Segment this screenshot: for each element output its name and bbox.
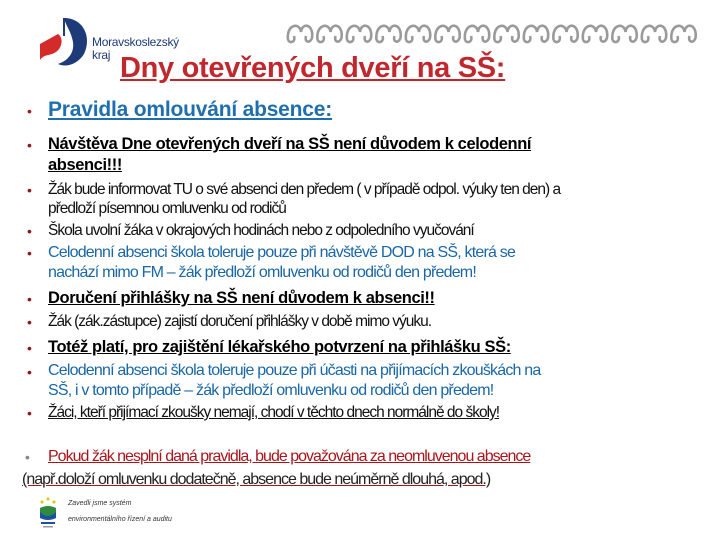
ornament-loop (524, 26, 548, 42)
ornament-loop (347, 26, 371, 42)
rule-item-7: Totéž platí, pro zajištění lékařského potvrzení na přihlášku SŠ: (48, 338, 511, 356)
bullet: • (27, 340, 32, 356)
ornament-loop (671, 26, 695, 42)
rule-item-4: Celodenní absenci škola toleruje pouze při návštěvě DOD na SŠ, která se nachází mimo FM – žák předloží omluvenku od rodičů den předem! (48, 244, 516, 281)
rule-item-3: Škola uvolní žáka v okrajových hodinách nebo z odpoledního vyučování (48, 222, 474, 239)
ornament-loop (642, 26, 666, 42)
rule-item-9: Žáci, kteří přijímací zkoušky nemají, chodí v těchto dnech normálně do školy! (48, 404, 500, 421)
bullet: • (27, 314, 32, 330)
bullet: • (27, 364, 32, 380)
bullet: • (27, 223, 32, 239)
warning-line2: (např.doloží omluvenku dodatečně, absence bude neúměrně dlouhá, apod.) (22, 471, 491, 488)
ornament-loop (406, 26, 430, 42)
decorative-ornament (284, 20, 698, 46)
rule-item-6: Žák (zák.zástupce) zajistí doručení přihlášky v době mimo výuku. (48, 313, 432, 330)
bullet: • (27, 405, 32, 421)
region-logo (36, 14, 96, 70)
emas-logo (38, 496, 58, 530)
ornament-loop (376, 26, 400, 42)
footer-text-1: Zavedli jsme systém (68, 500, 132, 507)
rule-item-5: Doručení přihlášky na SŠ není důvodem k absenci!! (48, 289, 435, 307)
logo-text-line1: Moravskoslezský (92, 35, 179, 49)
ornament-loop (612, 26, 636, 42)
ornament-loop (435, 26, 459, 42)
rule-item-2: Žák bude informovat TU o své absenci den předem ( v případě odpol. výuky ten den) a předloží písemnou omluvenku od rodičů (48, 181, 561, 217)
ornament-loop (494, 26, 518, 42)
rule-item-8: Celodenní absenci škola toleruje pouze při účasti na přijímacích zkouškách na SŠ, i v tomto případě – žák předloží omluvenku od rodičů den předem! (48, 362, 541, 399)
bullet: • (27, 182, 32, 198)
section-heading: Pravidla omlouvání absence: (48, 98, 333, 121)
bullet: • (25, 449, 30, 465)
bullet: • (27, 103, 32, 119)
bullet: • (27, 137, 32, 153)
footer-text-2: environmentálního řízení a auditu (68, 516, 172, 523)
warning-line1: Pokud žák nesplní daná pravidla, bude považována za neomluvenou absence (48, 448, 531, 465)
ornament-loop (465, 26, 489, 42)
ornament-loop (553, 26, 577, 42)
bullet: • (27, 291, 32, 307)
ornament-loop (288, 26, 312, 42)
bullet: • (27, 245, 32, 261)
emas-logo-icon (38, 496, 58, 530)
rule-item-1: Návštěva Dne otevřených dveří na SŠ není důvodem k celodenní absenci!!! (48, 135, 532, 174)
page-title: Dny otevřených dveří na SŠ: (120, 52, 506, 84)
region-logo-icon (36, 14, 96, 70)
logo-text-line2: kraj (92, 48, 111, 62)
ornament-loop (583, 26, 607, 42)
ornament-loop (317, 26, 341, 42)
